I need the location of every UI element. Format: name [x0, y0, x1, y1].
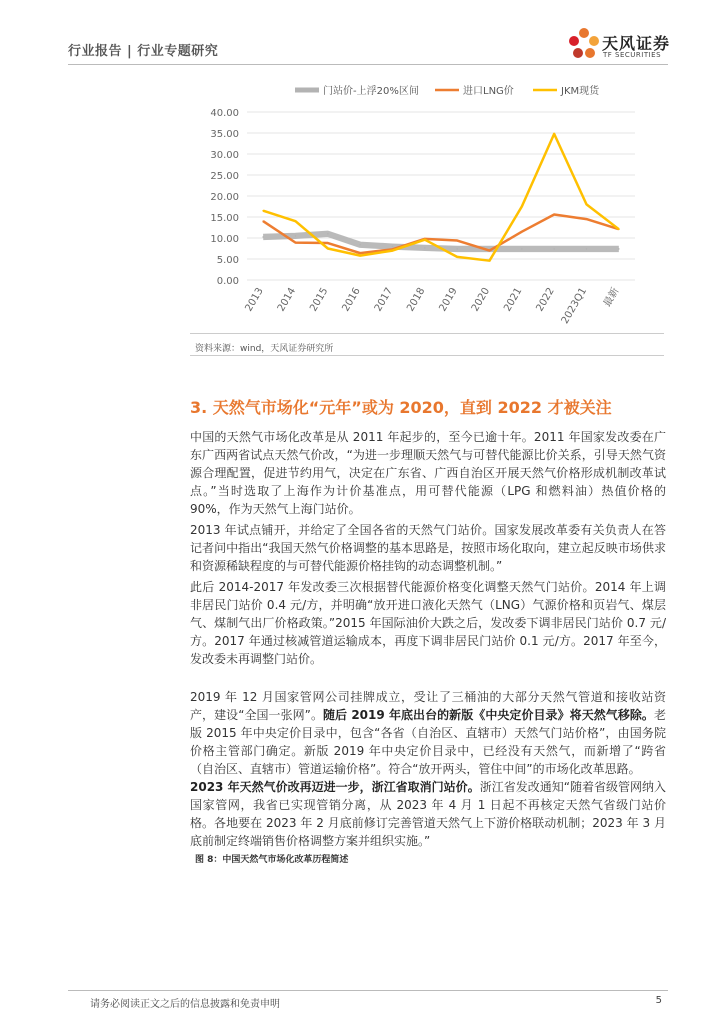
brand-name: 天风证券	[602, 34, 671, 53]
source-divider-bottom	[190, 355, 664, 356]
paragraph-1: 中国的天然气市场化改革是从 2011 年起步的，至今已逾十年。2011 年国家发改委在广东广西两省试点天然气价改，“为进一步理顺天然气与可替代能源比价关系，引导天然气资源合理配置，促进节约用气，决定在广东省、广西自治区开展天然气价格形成机制改革试点。”当时选取了上海作为计价基准点，用可替代能源（LPG 和燃料油）热值价格的 90%，作为天然气上海门站价。	[190, 430, 666, 516]
lng-price-chart	[195, 80, 665, 330]
chart-source: 资料来源：wind，天风证券研究所	[195, 344, 334, 354]
x-tick-label: 2020	[469, 286, 493, 314]
footer-disclaimer[interactable]: 请务必阅读正文之后的信息披露和免责申明	[90, 999, 280, 1010]
band-point	[392, 246, 394, 248]
x-tick-label: 2023Q1	[559, 286, 590, 326]
jkm-point	[359, 255, 361, 257]
lng-point	[359, 252, 361, 254]
lng-point	[456, 240, 458, 242]
page-number: 5	[655, 995, 662, 1006]
legend-label: JKM现货	[561, 86, 600, 97]
x-tick-label: 最新	[601, 286, 622, 309]
jkm-point	[262, 210, 264, 212]
brand-name-en: TF SECURITIES	[603, 51, 662, 59]
footer-divider	[68, 990, 668, 991]
x-tick-label: 2018	[405, 286, 428, 314]
x-tick-label: 2021	[502, 286, 525, 314]
paragraph-5-highlight: 2023 年天然气价改再迈进一步，浙江省取消门站价。	[190, 780, 480, 794]
band-point	[295, 235, 297, 237]
jkm-point	[295, 220, 297, 222]
jkm-point	[392, 250, 394, 252]
y-tick-label: 10.00	[210, 234, 239, 245]
band-point	[262, 236, 264, 238]
band-point	[521, 248, 523, 250]
lng-point	[327, 242, 329, 244]
band-point	[618, 248, 620, 250]
lng-point	[262, 220, 264, 222]
lng-point	[295, 242, 297, 244]
x-tick-label: 2022	[534, 286, 557, 314]
section-title: 3. 天然气市场化“元年”或为 2020，直到 2022 才被关注	[190, 398, 612, 417]
jkm-point	[618, 228, 620, 230]
y-tick-label: 15.00	[210, 213, 239, 224]
x-tick-label: 2015	[308, 286, 331, 314]
legend-label: 进口LNG价	[463, 86, 514, 97]
y-tick-label: 30.00	[210, 150, 239, 161]
band-point	[456, 248, 458, 250]
band-point	[586, 248, 588, 250]
band-point	[424, 247, 426, 249]
paragraph-3: 此后 2014-2017 年发改委三次根据替代能源价格变化调整天然气门站价。2014 年上调非居民门站价 0.4 元/方，并明确“放开进口液化天然气（LNG）气源价格和页岩气、煤层气、煤制气出厂价格政策。”2015 年国际油价大跌之后，发改委下调非居民门站价 0.7 元/方。2017 年通过核减管道运输成本，再度下调非居民门站价 0.1 元/方。2017 年至今，发改委未再调整门站价。	[190, 580, 666, 666]
page-header	[0, 0, 724, 64]
y-tick-label: 35.00	[210, 129, 239, 140]
y-tick-label: 20.00	[210, 192, 239, 203]
jkm-point	[553, 133, 555, 135]
lng-point	[489, 250, 491, 252]
paragraph-4-body: 老版 2015 年中央定价目录中，包含“各省（自治区、直辖市）天然气门站价格”，由国务院价格主管部门确定。新版 2019 年中央定价目录中，已经没有天然气，而新增了“跨省（自治区、直辖市）管道运输价格”。符合“放开两头，管住中间”的市场化改革思路。	[190, 708, 666, 776]
series-band-line	[263, 234, 619, 249]
figure-caption: 图 8：中国天然气市场化改革历程简述	[195, 855, 349, 865]
jkm-point	[327, 248, 329, 250]
paragraph-5-body: 浙江省发改通知“随着省级管网纳入国家管网，我省已实现管销分离，从 2023 年 4 月 1 日起不再核定天然气省级门站价格。各地要在 2023 年 2 月底前修订完善管道天然气上下游价格联动机制；2023 年 3 月底前制定终端销售价格调整方案并组织实施。”	[190, 780, 667, 848]
paragraph-2: 2013 年试点铺开，并给定了全国各省的天然气门站价。国家发展改革委有关负责人在答记者问中指出“我国天然气价格调整的基本思路是，按照市场化取向，建立起反映市场供求和资源稀缺程度的与可替代能源价格挂钩的动态调整机制。”	[190, 523, 666, 573]
legend-label: 门站价-上浮20%区间	[323, 86, 419, 97]
flower-logo-icon	[568, 27, 600, 61]
lng-point	[586, 218, 588, 220]
breadcrumb: 行业报告 | 行业专题研究	[68, 44, 219, 59]
source-divider	[190, 333, 664, 334]
x-tick-label: 2016	[340, 286, 363, 314]
band-point	[553, 248, 555, 250]
x-tick-label: 2017	[372, 286, 396, 314]
band-point	[327, 233, 329, 235]
jkm-point	[424, 239, 426, 241]
brand-logo[interactable]	[568, 27, 678, 63]
x-tick-label: 2014	[275, 286, 299, 314]
paragraph-4-highlight: 随后 2019 年底出台的新版《中央定价目录》将天然气移除。	[323, 708, 654, 722]
paragraph-4	[190, 688, 666, 778]
header-divider	[68, 64, 668, 65]
jkm-point	[489, 260, 491, 262]
paragraph-4-intro: 2019 年 12 月国家管网公司挂牌成立，受让了三桶油的大部分天然气管道和接收站资产，建设“全国一张网”。	[190, 690, 666, 722]
y-tick-label: 40.00	[210, 108, 239, 119]
paragraph-5	[190, 778, 666, 850]
y-tick-label: 25.00	[210, 171, 239, 182]
band-point	[359, 244, 361, 246]
lng-point	[521, 231, 523, 233]
jkm-point	[456, 256, 458, 258]
x-tick-label: 2019	[437, 286, 460, 314]
jkm-point	[521, 206, 523, 208]
lng-point	[553, 214, 555, 216]
jkm-point	[586, 204, 588, 206]
y-tick-label: 5.00	[216, 255, 239, 266]
x-tick-label: 2013	[243, 286, 266, 314]
y-tick-label: 0.00	[216, 276, 239, 287]
